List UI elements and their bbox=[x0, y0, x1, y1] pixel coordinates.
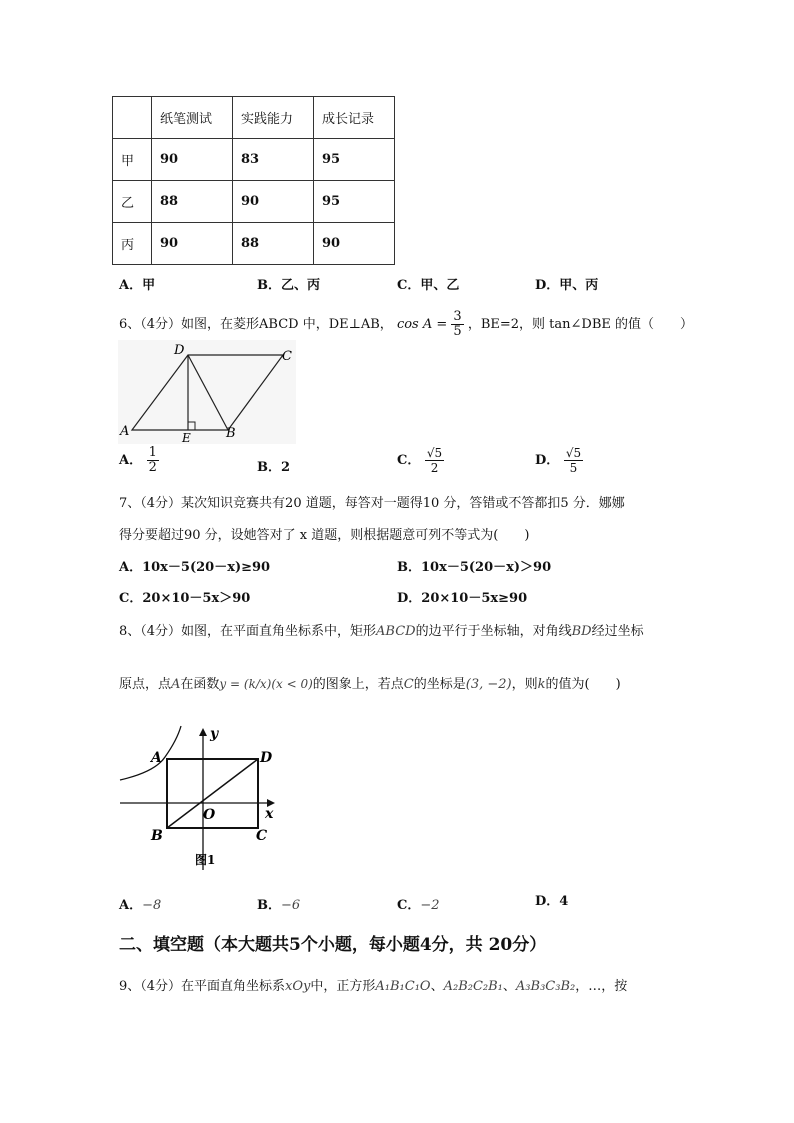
q8-math-c: C bbox=[403, 677, 414, 692]
q8-text: ，则 bbox=[511, 677, 538, 692]
rhombus-figure bbox=[118, 340, 296, 444]
q6-option-d bbox=[535, 446, 583, 475]
q5-option-d: D．甲、丙 bbox=[535, 278, 599, 293]
q6-a-label: A． bbox=[119, 453, 143, 468]
label-c: C bbox=[256, 828, 268, 844]
q8-c-label: C． bbox=[397, 898, 421, 913]
q9-math-xoy: xOy bbox=[285, 979, 311, 994]
q6-a-den: 2 bbox=[148, 460, 157, 475]
q8-text: 经过坐标 bbox=[591, 624, 644, 639]
q7-option-a: A．10x－5(20－x)≥90 bbox=[119, 560, 271, 575]
q6-stem bbox=[119, 310, 693, 339]
table-cell: 95 bbox=[314, 139, 395, 181]
q8-text: 8、（4分）如图，在平面直角坐标系中，矩形 bbox=[119, 624, 377, 639]
q9-math-square3: A₃B₃C₃B₂ bbox=[515, 979, 576, 994]
q5-option-b: B．乙、丙 bbox=[257, 278, 320, 293]
q6-a-fraction bbox=[147, 446, 159, 475]
q9-text: 中，正方形 bbox=[310, 979, 376, 994]
label-d: D bbox=[260, 750, 273, 766]
table-cell: 95 bbox=[314, 181, 395, 223]
q9-text: ，…，按 bbox=[575, 979, 628, 994]
q8-text: 的边平行于坐标轴，对角线 bbox=[415, 624, 572, 639]
q8-math-bd: BD bbox=[571, 624, 592, 639]
coordinate-figure bbox=[115, 722, 285, 872]
y-axis-arrow bbox=[199, 728, 207, 736]
table-cell: 丙 bbox=[113, 223, 152, 265]
q8-option-c bbox=[397, 890, 440, 913]
q8-math-abcd: ABCD bbox=[376, 624, 416, 639]
q8-option-b bbox=[257, 890, 300, 913]
table-header-cell: 成长记录 bbox=[314, 97, 395, 139]
label-x: x bbox=[265, 806, 274, 822]
q7-option-c: C．20×10－5x＞90 bbox=[119, 591, 251, 606]
table-row bbox=[113, 139, 395, 181]
q8-option-a bbox=[119, 890, 161, 913]
table-cell: 90 bbox=[314, 223, 395, 265]
table-header-cell: 实践能力 bbox=[233, 97, 314, 139]
q6-c-den: 2 bbox=[430, 461, 439, 475]
q6-c-label: C． bbox=[397, 453, 421, 468]
q9-stem bbox=[119, 975, 627, 994]
q6-d-label: D． bbox=[535, 453, 560, 468]
q8-line1 bbox=[119, 620, 644, 639]
q8-b-value: −6 bbox=[281, 898, 301, 913]
table-cell: 83 bbox=[233, 139, 314, 181]
label-b: B bbox=[151, 828, 163, 844]
q6-d-den: 5 bbox=[569, 461, 578, 475]
figure-background bbox=[118, 340, 296, 444]
q8-text: 在函数 bbox=[180, 677, 220, 692]
q8-a-value: −8 bbox=[142, 898, 162, 913]
q6-fraction bbox=[451, 310, 463, 339]
q8-function: y = (k/x)(x < 0) bbox=[219, 677, 313, 691]
q8-math-k: k bbox=[537, 677, 546, 692]
table-cell: 90 bbox=[152, 223, 233, 265]
score-table bbox=[112, 96, 395, 265]
table-cell: 88 bbox=[152, 181, 233, 223]
table-cell: 甲 bbox=[113, 139, 152, 181]
table-row bbox=[113, 223, 395, 265]
q6-d-fraction bbox=[564, 446, 583, 475]
q7-option-b: B．10x－5(20－x)＞90 bbox=[397, 560, 552, 575]
q6-d-num: √5 bbox=[565, 446, 582, 460]
label-y: y bbox=[210, 726, 219, 742]
q8-line2 bbox=[119, 661, 621, 692]
section-title: 二、填空题（本大题共5个小题，每小题4分，共 20分） bbox=[119, 935, 547, 955]
q9-text: 、 bbox=[430, 979, 444, 994]
table-header-row bbox=[113, 97, 395, 139]
q6-frac-den: 5 bbox=[453, 324, 462, 339]
q6-prefix: 6、（4分）如图，在菱形ABCD 中，DE⊥AB， bbox=[119, 317, 393, 332]
q5-option-a: A．甲 bbox=[119, 278, 156, 293]
q8-option-d: D．4 bbox=[535, 894, 569, 909]
table-cell: 88 bbox=[233, 223, 314, 265]
q6-frac-num: 3 bbox=[453, 309, 462, 324]
q9-text: 9、（4分）在平面直角坐标系 bbox=[119, 979, 286, 994]
table-cell: 90 bbox=[152, 139, 233, 181]
q9-math-square1: A₁B₁C₁O bbox=[375, 979, 431, 994]
table-row bbox=[113, 181, 395, 223]
q8-math-a: A bbox=[171, 677, 181, 692]
q8-b-label: B． bbox=[257, 898, 281, 913]
label-c: C bbox=[282, 349, 292, 364]
q9-text: 、 bbox=[502, 979, 516, 994]
q6-a-num: 1 bbox=[148, 445, 157, 460]
q8-math-coord: (3, −2) bbox=[465, 677, 512, 692]
q8-c-value: −2 bbox=[420, 898, 440, 913]
label-e: E bbox=[182, 431, 191, 444]
label-a: A bbox=[120, 424, 130, 439]
figure-caption: 图1 bbox=[195, 853, 216, 867]
table-header-cell: 纸笔测试 bbox=[152, 97, 233, 139]
label-a: A bbox=[151, 750, 162, 766]
q7-line1: 7、（4分）某次知识竞赛共有20 道题，每答对一题得10 分，答错或不答都扣5 分．娜娜 bbox=[119, 496, 625, 511]
q6-cos: cos A = bbox=[396, 317, 448, 332]
q5-option-c: C．甲、乙 bbox=[397, 278, 460, 293]
q8-a-label: A． bbox=[119, 898, 143, 913]
label-b: B bbox=[226, 426, 236, 441]
q8-text: 的值为( ) bbox=[545, 677, 621, 692]
q8-text: 的图象上，若点 bbox=[312, 677, 404, 692]
q6-c-fraction bbox=[425, 446, 444, 475]
q6-option-b: B．2 bbox=[257, 460, 291, 475]
q7-option-d: D．20×10－5x≥90 bbox=[397, 591, 528, 606]
q6-option-c bbox=[397, 446, 444, 475]
label-o: O bbox=[203, 807, 216, 823]
table-cell: 90 bbox=[233, 181, 314, 223]
table-cell bbox=[113, 97, 152, 139]
q6-suffix: ，BE=2，则 tan∠DBE 的值（ ） bbox=[467, 317, 694, 332]
q9-math-square2: A₂B₂C₂B₁ bbox=[443, 979, 503, 994]
label-d: D bbox=[174, 343, 185, 358]
q8-text: 的坐标是 bbox=[413, 677, 466, 692]
q6-option-a bbox=[119, 446, 159, 475]
table-cell: 乙 bbox=[113, 181, 152, 223]
q8-text: 原点，点 bbox=[119, 677, 172, 692]
q6-c-num: √5 bbox=[426, 446, 443, 460]
q7-line2: 得分要超过90 分，设她答对了 x 道题，则根据题意可列不等式为( ) bbox=[119, 528, 530, 543]
